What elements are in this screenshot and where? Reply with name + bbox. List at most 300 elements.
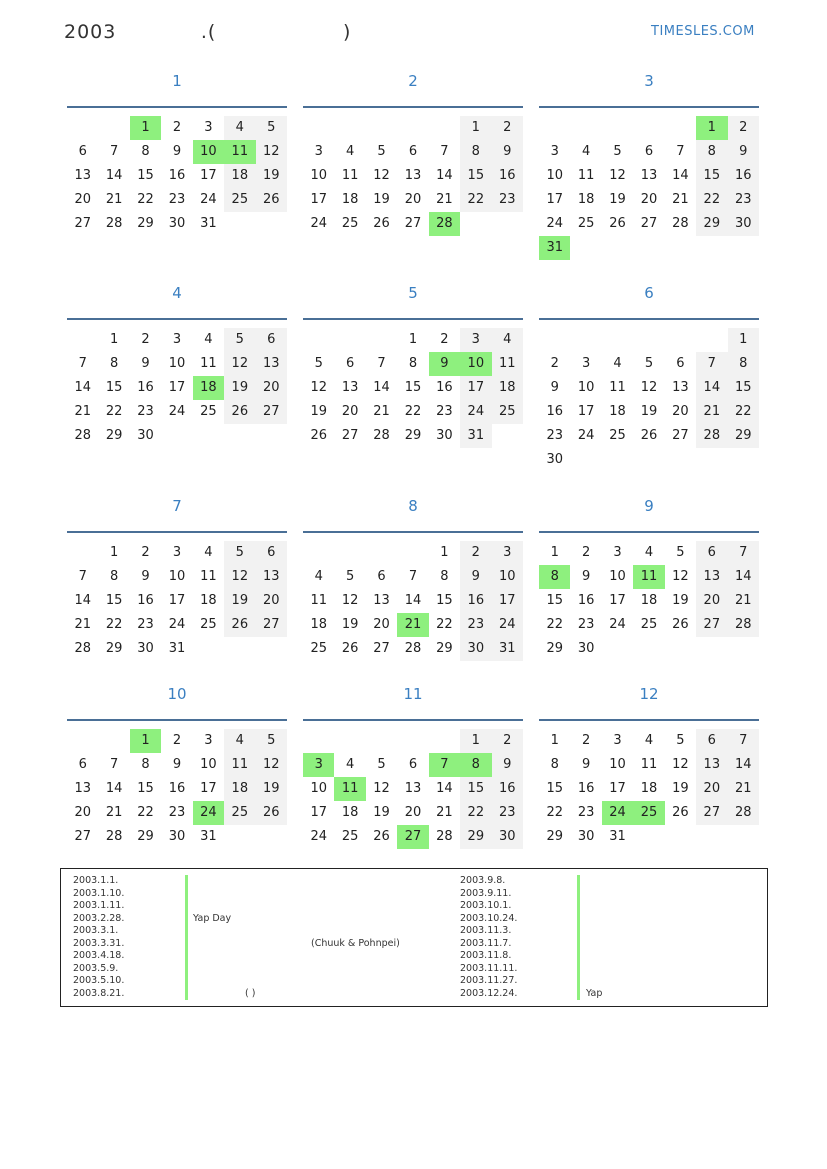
day-cell: 31 bbox=[168, 641, 186, 656]
day-cell: 25 bbox=[640, 617, 658, 632]
day-cell: 14 bbox=[696, 376, 727, 400]
day-cell: 20 bbox=[74, 192, 91, 207]
day-cell: 25 bbox=[310, 641, 327, 656]
holiday-date: 2003.3.31. bbox=[73, 937, 125, 949]
day-cell: 1 bbox=[460, 729, 491, 753]
month-name: 4 bbox=[172, 284, 182, 302]
day-cell: 17 bbox=[310, 805, 327, 820]
day-cell: 10 bbox=[492, 565, 523, 589]
day-cell: 13 bbox=[404, 168, 422, 183]
holiday-name: Yap bbox=[586, 987, 603, 999]
holiday-marker bbox=[185, 938, 188, 951]
month-name: 8 bbox=[408, 497, 418, 515]
day-cell: 3 bbox=[204, 120, 213, 135]
empty-day-cell bbox=[397, 729, 428, 753]
day-cell: 24 bbox=[168, 404, 186, 419]
holiday-marker bbox=[577, 875, 580, 888]
holiday-row bbox=[460, 950, 760, 963]
empty-day-cell bbox=[429, 729, 460, 753]
day-cell: 11 bbox=[341, 168, 359, 183]
day-cell: 21 bbox=[74, 404, 91, 419]
day-cell: 27 bbox=[74, 829, 91, 844]
day-cell: 12 bbox=[672, 569, 689, 584]
holiday-day-cell: 7 bbox=[429, 753, 460, 777]
day-cell: 2 bbox=[141, 332, 150, 347]
day-cell: 1 bbox=[408, 332, 418, 347]
day-cell: 22 bbox=[404, 404, 422, 419]
day-cell: 1 bbox=[109, 332, 119, 347]
day-cell: 16 bbox=[168, 781, 186, 796]
day-cell: 8 bbox=[550, 757, 559, 772]
empty-day-cell bbox=[67, 328, 98, 352]
day-cell: 25 bbox=[609, 428, 626, 443]
day-cell: 22 bbox=[460, 188, 491, 212]
month-name: 5 bbox=[408, 284, 418, 302]
day-cell: 3 bbox=[314, 144, 323, 159]
day-cell: 23 bbox=[436, 404, 453, 419]
empty-day-cell bbox=[366, 541, 397, 565]
day-cell: 16 bbox=[492, 777, 523, 801]
holiday-row bbox=[460, 938, 760, 951]
day-cell: 18 bbox=[640, 593, 658, 608]
day-cell: 10 bbox=[168, 569, 186, 584]
day-cell: 14 bbox=[436, 781, 453, 796]
holiday-marker bbox=[577, 900, 580, 913]
day-cell: 17 bbox=[200, 168, 217, 183]
day-cell: 19 bbox=[256, 777, 287, 801]
day-cell: 22 bbox=[546, 805, 563, 820]
day-cell: 16 bbox=[492, 164, 523, 188]
day-cell: 18 bbox=[492, 376, 523, 400]
empty-day-cell bbox=[429, 116, 460, 140]
month-10 bbox=[67, 685, 287, 849]
site-logo[interactable]: TIMESLES.COM bbox=[651, 24, 755, 39]
day-cell: 24 bbox=[577, 428, 595, 443]
day-cell: 3 bbox=[613, 545, 622, 560]
month-9 bbox=[539, 497, 759, 661]
day-cell: 20 bbox=[696, 777, 727, 801]
holiday-row bbox=[460, 925, 760, 938]
day-cell: 5 bbox=[377, 144, 386, 159]
holiday-row bbox=[73, 900, 453, 913]
day-cell: 14 bbox=[105, 168, 123, 183]
holiday-row bbox=[460, 975, 760, 988]
holiday-row bbox=[460, 875, 760, 888]
day-cell: 18 bbox=[224, 777, 255, 801]
day-cell: 23 bbox=[137, 404, 154, 419]
day-grid bbox=[539, 541, 759, 661]
day-cell: 11 bbox=[577, 168, 595, 183]
holiday-day-cell: 11 bbox=[224, 140, 255, 164]
day-cell: 10 bbox=[546, 168, 563, 183]
holiday-day-cell: 24 bbox=[602, 801, 633, 825]
day-cell: 2 bbox=[172, 120, 182, 135]
day-cell: 9 bbox=[581, 569, 591, 584]
day-cell: 18 bbox=[341, 805, 359, 820]
holiday-date: 2003.8.21. bbox=[73, 987, 125, 999]
day-cell: 14 bbox=[436, 168, 453, 183]
day-cell: 8 bbox=[440, 569, 449, 584]
holiday-date: 2003.5.9. bbox=[73, 962, 119, 974]
empty-day-cell bbox=[602, 116, 633, 140]
holiday-day-cell: 11 bbox=[334, 777, 365, 801]
holiday-row bbox=[73, 975, 453, 988]
day-cell: 5 bbox=[676, 545, 685, 560]
weekday-header bbox=[67, 320, 287, 328]
day-cell: 15 bbox=[696, 164, 727, 188]
day-cell: 5 bbox=[644, 356, 654, 371]
empty-day-cell bbox=[303, 328, 334, 352]
day-cell: 20 bbox=[696, 589, 727, 613]
day-cell: 2 bbox=[492, 116, 523, 140]
holiday-date: 2003.5.10. bbox=[73, 975, 125, 987]
day-cell: 30 bbox=[492, 825, 523, 849]
day-cell: 19 bbox=[640, 404, 658, 419]
day-cell: 6 bbox=[644, 144, 654, 159]
day-cell: 7 bbox=[78, 356, 87, 371]
empty-day-cell bbox=[334, 541, 365, 565]
holiday-date: 2003.10.24. bbox=[460, 912, 518, 924]
holiday-day-cell: 24 bbox=[193, 801, 224, 825]
month-2 bbox=[303, 72, 523, 236]
holiday-day-cell: 21 bbox=[397, 613, 428, 637]
day-cell: 24 bbox=[168, 617, 186, 632]
page-title: 2003 .( ) bbox=[64, 21, 352, 43]
day-cell: 29 bbox=[546, 829, 563, 844]
day-cell: 23 bbox=[577, 617, 595, 632]
day-cell: 1 bbox=[440, 545, 449, 560]
day-cell: 23 bbox=[728, 188, 759, 212]
day-cell: 11 bbox=[640, 757, 658, 772]
day-cell: 13 bbox=[256, 352, 287, 376]
day-cell: 5 bbox=[224, 328, 255, 352]
day-cell: 5 bbox=[345, 569, 355, 584]
weekday-header bbox=[539, 320, 759, 328]
day-cell: 19 bbox=[224, 589, 255, 613]
day-cell: 14 bbox=[672, 168, 689, 183]
day-cell: 30 bbox=[546, 452, 563, 467]
day-cell: 25 bbox=[200, 617, 217, 632]
day-cell: 7 bbox=[696, 352, 727, 376]
day-cell: 26 bbox=[341, 641, 359, 656]
day-cell: 10 bbox=[609, 757, 626, 772]
holiday-date: 2003.1.10. bbox=[73, 887, 125, 899]
holiday-day-cell: 1 bbox=[130, 116, 161, 140]
empty-day-cell bbox=[303, 541, 334, 565]
day-cell: 18 bbox=[200, 593, 217, 608]
day-cell: 1 bbox=[550, 545, 559, 560]
holiday-marker bbox=[577, 913, 580, 926]
day-cell: 2 bbox=[581, 545, 591, 560]
holiday-day-cell: 25 bbox=[633, 801, 664, 825]
day-cell: 17 bbox=[200, 781, 217, 796]
day-cell: 7 bbox=[676, 144, 685, 159]
day-cell: 15 bbox=[105, 380, 123, 395]
day-cell: 18 bbox=[224, 164, 255, 188]
day-cell: 22 bbox=[137, 192, 154, 207]
day-cell: 4 bbox=[644, 733, 654, 748]
empty-day-cell bbox=[98, 729, 129, 753]
day-cell: 10 bbox=[310, 168, 327, 183]
day-cell: 8 bbox=[141, 144, 150, 159]
weekday-header bbox=[303, 320, 523, 328]
day-cell: 28 bbox=[728, 801, 759, 825]
day-cell: 13 bbox=[640, 168, 658, 183]
day-cell: 16 bbox=[137, 593, 154, 608]
weekday-header bbox=[67, 533, 287, 541]
day-cell: 25 bbox=[577, 216, 595, 231]
day-cell: 12 bbox=[341, 593, 359, 608]
holiday-row bbox=[73, 913, 453, 926]
day-cell: 21 bbox=[436, 192, 453, 207]
day-cell: 30 bbox=[577, 641, 595, 656]
holiday-day-cell: 9 bbox=[429, 352, 460, 376]
day-cell: 10 bbox=[168, 356, 186, 371]
weekday-header bbox=[303, 533, 523, 541]
holiday-day-cell: 10 bbox=[193, 140, 224, 164]
day-cell: 3 bbox=[550, 144, 559, 159]
day-cell: 22 bbox=[728, 400, 759, 424]
day-cell: 15 bbox=[728, 376, 759, 400]
day-cell: 25 bbox=[341, 216, 359, 231]
day-cell: 28 bbox=[105, 829, 123, 844]
day-cell: 19 bbox=[672, 781, 689, 796]
day-cell: 13 bbox=[373, 593, 390, 608]
empty-day-cell bbox=[602, 328, 633, 352]
day-cell: 4 bbox=[613, 356, 622, 371]
holiday-marker bbox=[185, 875, 188, 888]
day-cell: 7 bbox=[377, 356, 386, 371]
day-cell: 13 bbox=[74, 781, 91, 796]
empty-day-cell bbox=[570, 328, 601, 352]
day-cell: 6 bbox=[377, 569, 386, 584]
day-cell: 8 bbox=[696, 140, 727, 164]
day-cell: 30 bbox=[436, 428, 453, 443]
day-cell: 11 bbox=[200, 569, 217, 584]
day-cell: 17 bbox=[492, 589, 523, 613]
day-cell: 4 bbox=[345, 757, 355, 772]
day-cell: 9 bbox=[728, 140, 759, 164]
empty-day-cell bbox=[633, 116, 664, 140]
day-cell: 5 bbox=[256, 116, 287, 140]
holiday-marker bbox=[185, 925, 188, 938]
holiday-name: ( ) bbox=[245, 987, 256, 999]
day-grid bbox=[67, 328, 287, 448]
holiday-row bbox=[73, 888, 453, 901]
day-cell: 28 bbox=[373, 428, 390, 443]
day-cell: 4 bbox=[644, 545, 654, 560]
day-cell: 6 bbox=[408, 757, 418, 772]
day-cell: 25 bbox=[224, 801, 255, 825]
day-cell: 15 bbox=[137, 781, 154, 796]
day-cell: 20 bbox=[672, 404, 689, 419]
holiday-list-left bbox=[73, 875, 453, 1000]
day-cell: 20 bbox=[256, 376, 287, 400]
day-cell: 14 bbox=[373, 380, 390, 395]
holiday-marker bbox=[577, 988, 580, 1001]
day-cell: 14 bbox=[728, 753, 759, 777]
day-cell: 28 bbox=[436, 829, 453, 844]
holiday-day-cell: 28 bbox=[429, 212, 460, 236]
day-cell: 10 bbox=[609, 569, 626, 584]
day-cell: 9 bbox=[460, 565, 491, 589]
day-cell: 15 bbox=[546, 781, 563, 796]
day-cell: 19 bbox=[310, 404, 327, 419]
empty-day-cell bbox=[67, 116, 98, 140]
holiday-date: 2003.2.28. bbox=[73, 912, 125, 924]
day-cell: 29 bbox=[436, 641, 453, 656]
day-cell: 23 bbox=[492, 801, 523, 825]
day-cell: 23 bbox=[546, 428, 563, 443]
day-cell: 13 bbox=[256, 565, 287, 589]
empty-day-cell bbox=[570, 116, 601, 140]
day-cell: 26 bbox=[256, 188, 287, 212]
day-cell: 16 bbox=[137, 380, 154, 395]
day-cell: 12 bbox=[672, 757, 689, 772]
day-cell: 9 bbox=[492, 140, 523, 164]
day-cell: 4 bbox=[314, 569, 323, 584]
day-cell: 17 bbox=[168, 593, 186, 608]
day-cell: 9 bbox=[172, 757, 182, 772]
day-cell: 30 bbox=[577, 829, 595, 844]
holiday-row bbox=[460, 913, 760, 926]
day-cell: 11 bbox=[200, 356, 217, 371]
day-cell: 19 bbox=[256, 164, 287, 188]
day-cell: 15 bbox=[105, 593, 123, 608]
weekday-header bbox=[539, 108, 759, 116]
holiday-day-cell: 27 bbox=[397, 825, 428, 849]
day-cell: 4 bbox=[345, 144, 355, 159]
day-cell: 27 bbox=[696, 801, 727, 825]
empty-day-cell bbox=[334, 116, 365, 140]
day-cell: 22 bbox=[137, 805, 154, 820]
day-grid bbox=[67, 116, 287, 236]
day-cell: 12 bbox=[640, 380, 658, 395]
day-cell: 4 bbox=[204, 545, 213, 560]
day-cell: 8 bbox=[408, 356, 418, 371]
day-cell: 6 bbox=[696, 729, 727, 753]
holiday-marker bbox=[185, 900, 188, 913]
holiday-list-right bbox=[460, 875, 760, 1000]
day-cell: 7 bbox=[109, 144, 119, 159]
holiday-marker bbox=[577, 938, 580, 951]
day-cell: 30 bbox=[168, 216, 186, 231]
day-cell: 2 bbox=[550, 356, 559, 371]
day-cell: 20 bbox=[404, 805, 422, 820]
holiday-day-cell: 31 bbox=[539, 236, 570, 260]
day-cell: 19 bbox=[341, 617, 359, 632]
day-cell: 15 bbox=[436, 593, 453, 608]
holiday-date: 2003.10.1. bbox=[460, 900, 512, 912]
weekday-header bbox=[539, 533, 759, 541]
day-cell: 2 bbox=[581, 733, 591, 748]
day-cell: 27 bbox=[74, 216, 91, 231]
day-cell: 17 bbox=[546, 192, 563, 207]
day-cell: 8 bbox=[109, 356, 119, 371]
day-cell: 16 bbox=[460, 589, 491, 613]
day-cell: 18 bbox=[310, 617, 327, 632]
holiday-date: 2003.3.1. bbox=[73, 925, 119, 937]
day-cell: 12 bbox=[224, 352, 255, 376]
day-cell: 31 bbox=[200, 829, 217, 844]
day-grid bbox=[539, 729, 759, 849]
month-name: 11 bbox=[403, 685, 423, 703]
empty-day-cell bbox=[397, 541, 428, 565]
day-cell: 4 bbox=[581, 144, 591, 159]
day-cell: 3 bbox=[613, 733, 622, 748]
day-cell: 12 bbox=[256, 140, 287, 164]
day-cell: 8 bbox=[109, 569, 119, 584]
holiday-marker bbox=[577, 925, 580, 938]
day-grid bbox=[303, 328, 523, 448]
day-cell: 7 bbox=[109, 757, 119, 772]
day-cell: 9 bbox=[141, 569, 150, 584]
day-cell: 13 bbox=[404, 781, 422, 796]
holiday-marker bbox=[185, 963, 188, 976]
day-cell: 14 bbox=[404, 593, 422, 608]
month-name: 9 bbox=[644, 497, 654, 515]
day-cell: 17 bbox=[609, 781, 626, 796]
day-cell: 7 bbox=[728, 729, 759, 753]
day-cell: 31 bbox=[200, 216, 217, 231]
day-cell: 20 bbox=[404, 192, 422, 207]
day-cell: 26 bbox=[310, 428, 327, 443]
holiday-day-cell: 8 bbox=[460, 753, 491, 777]
day-cell: 8 bbox=[460, 140, 491, 164]
day-cell: 21 bbox=[373, 404, 390, 419]
day-cell: 29 bbox=[105, 641, 123, 656]
month-name: 3 bbox=[644, 72, 654, 90]
day-cell: 5 bbox=[613, 144, 622, 159]
weekday-header bbox=[67, 108, 287, 116]
day-cell: 14 bbox=[74, 593, 91, 608]
day-cell: 24 bbox=[546, 216, 563, 231]
holiday-date: 2003.4.18. bbox=[73, 950, 125, 962]
day-cell: 21 bbox=[105, 192, 123, 207]
day-cell: 16 bbox=[577, 781, 595, 796]
day-cell: 13 bbox=[74, 168, 91, 183]
holiday-list bbox=[60, 868, 768, 1007]
month-name: 12 bbox=[639, 685, 659, 703]
day-cell: 26 bbox=[224, 400, 255, 424]
month-8 bbox=[303, 497, 523, 661]
empty-day-cell bbox=[539, 116, 570, 140]
day-cell: 13 bbox=[672, 380, 689, 395]
day-cell: 12 bbox=[310, 380, 327, 395]
empty-day-cell bbox=[665, 116, 696, 140]
day-cell: 19 bbox=[609, 192, 626, 207]
empty-day-cell bbox=[303, 729, 334, 753]
empty-day-cell bbox=[665, 328, 696, 352]
day-cell: 29 bbox=[728, 424, 759, 448]
empty-day-cell bbox=[303, 116, 334, 140]
holiday-marker bbox=[577, 975, 580, 988]
holiday-row bbox=[460, 900, 760, 913]
month-7 bbox=[67, 497, 287, 661]
day-cell: 2 bbox=[440, 332, 449, 347]
day-cell: 20 bbox=[640, 192, 658, 207]
day-cell: 15 bbox=[404, 380, 422, 395]
day-cell: 25 bbox=[492, 400, 523, 424]
day-grid bbox=[67, 729, 287, 849]
day-cell: 27 bbox=[373, 641, 390, 656]
holiday-date: 2003.11.3. bbox=[460, 925, 512, 937]
day-cell: 19 bbox=[373, 805, 390, 820]
holiday-day-cell: 1 bbox=[130, 729, 161, 753]
holiday-row bbox=[73, 950, 453, 963]
day-cell: 17 bbox=[310, 192, 327, 207]
holiday-date: 2003.12.24. bbox=[460, 987, 518, 999]
